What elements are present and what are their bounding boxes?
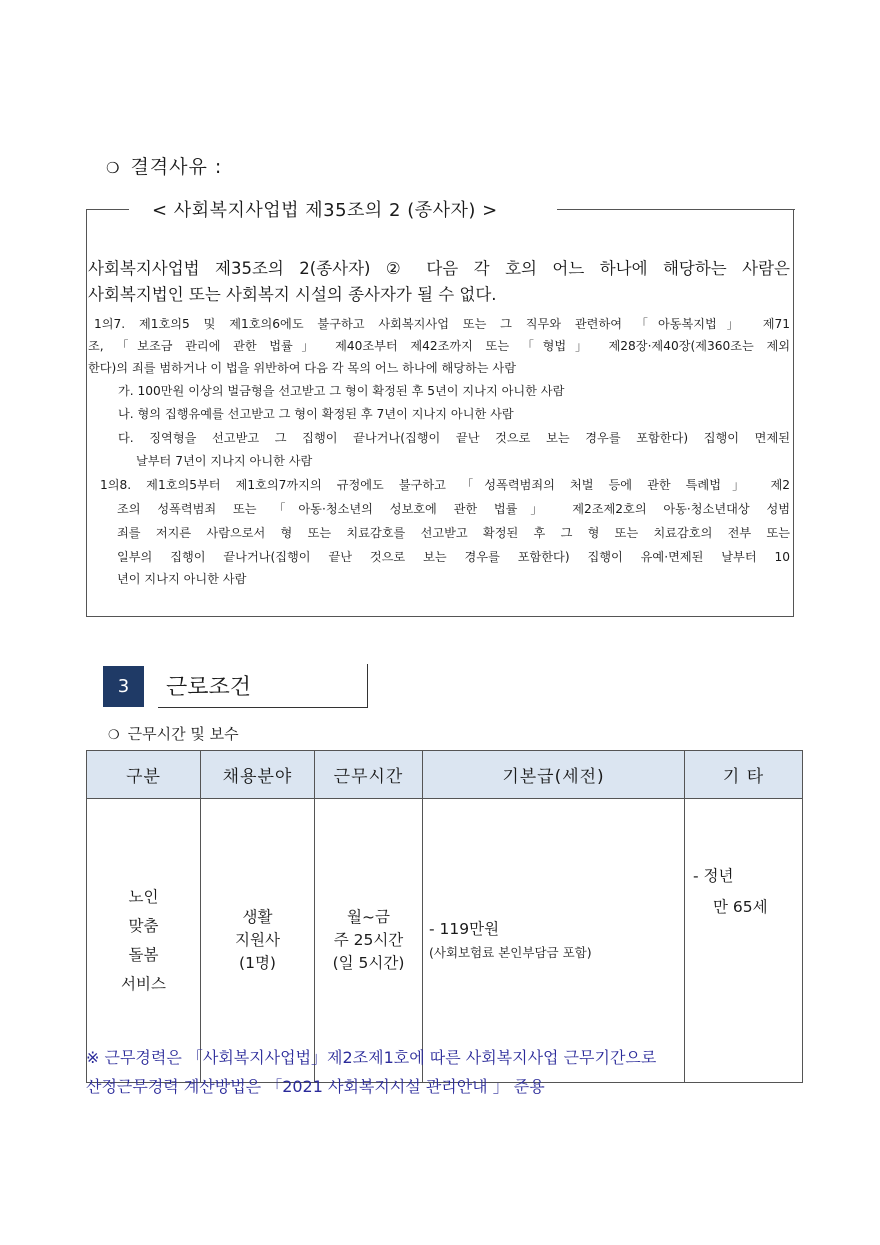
- cell-category: [87, 799, 201, 1083]
- clause-7-line: 조, 「보조금 관리에 관한 법률」 제40조부터 제42조까지 또는 「형법」 제28장·제40장(제360조는 제외: [88, 339, 790, 353]
- note-line: ※ 근무경력은 「사회복지사업법」제2조제1호에 따른 사회복지사업 근무기간으로: [86, 1048, 657, 1067]
- table-header-row: [87, 751, 803, 799]
- cell-line: 생활: [242, 908, 273, 926]
- cell-line: (일 5시간): [332, 954, 405, 972]
- clause-8-line: 조의 성폭력범죄 또는 「아동·청소년의 성보호에 관한 법률」 제2조제2호의 아동·청소년대상 성범: [117, 502, 790, 516]
- sub-heading-text: 근무시간 및 보수: [127, 725, 239, 743]
- cell-line: 돌봄: [128, 945, 159, 964]
- note-line: 산정근무경력 계산방법은 「2021 사회복지시설 관리안내 」 준용: [86, 1077, 545, 1096]
- cell-line: 서비스: [121, 974, 166, 993]
- box-top-border-left: [87, 209, 129, 210]
- header-etc: 기 타: [685, 751, 803, 799]
- pay-amount: - 119만원: [429, 919, 500, 938]
- section-title-box: [158, 664, 368, 708]
- clause-item: 나. 형의 집행유예를 선고받고 그 형이 확정된 후 7년이 지나지 아니한 사람: [118, 407, 514, 421]
- cell-pay: [423, 799, 685, 1083]
- clause-7-line: 1의7. 제1호의5 및 제1호의6에도 불구하고 사회복지사업 또는 그 직무와 관련하여 「아동복지법」 제71: [94, 317, 790, 331]
- header-pay: 기본급(세전): [423, 751, 685, 799]
- clause-8-line: 일부의 집행이 끝나거나(집행이 끝난 것으로 보는 경우를 포함한다) 집행이 유예·면제된 날부터 10: [117, 550, 790, 564]
- section-number-badge: 3: [103, 666, 144, 707]
- hollow-circle-icon: ❍: [106, 159, 121, 177]
- cell-line: 맞춤: [128, 916, 159, 935]
- law-intro-line: 사회복지사업법 제35조의 2(종사자) ② 다음 각 호의 어느 하나에 해당하는 사람은: [88, 259, 790, 278]
- sub-heading: [108, 723, 239, 744]
- header-hours: 근무시간: [315, 751, 423, 799]
- work-conditions-table: [86, 750, 803, 1083]
- law-title: < 사회복지사업법 제35조의 2 (종사자) >: [140, 196, 510, 222]
- table-row: [87, 799, 803, 1083]
- law-intro-line: 사회복지법인 또는 사회복지 시설의 종사자가 될 수 없다.: [88, 285, 497, 304]
- cell-etc: [685, 799, 803, 1083]
- disqualification-heading-text: 결격사유 :: [130, 156, 223, 178]
- clause-8-line: 년이 지나지 아니한 사람: [117, 572, 247, 586]
- cell-line: 월~금: [347, 908, 390, 926]
- disqualification-heading: [106, 152, 222, 179]
- clause-7-line: 한다)의 죄를 범하거나 이 법을 위반하여 다음 각 목의 어느 하나에 해당하는 사람: [88, 361, 516, 375]
- clause-item: 다. 징역형을 선고받고 그 집행이 끝나거나(집행이 끝난 것으로 보는 경우를 포함한다) 집행이 면제된: [118, 431, 790, 445]
- cell-field: [201, 799, 315, 1083]
- cell-line: (1명): [239, 954, 276, 972]
- cell-line: - 정년: [693, 867, 734, 885]
- clause-8-line: 1의8. 제1호의5부터 제1호의7까지의 규정에도 불구하고 「성폭력범죄의 처벌 등에 관한 특례법」 제2: [100, 478, 790, 492]
- hollow-circle-icon: ❍: [108, 728, 120, 743]
- header-category: 구분: [87, 751, 201, 799]
- box-top-border-right: [557, 209, 795, 210]
- section-title: 근로조건: [166, 675, 252, 700]
- clause-item: 날부터 7년이 지나지 아니한 사람: [136, 454, 313, 468]
- clause-8-line: 죄를 저지른 사람으로서 형 또는 치료감호를 선고받고 확정된 후 그 형 또는 치료감호의 전부 또는: [117, 526, 790, 540]
- cell-line: 노인: [128, 887, 159, 906]
- cell-line: 지원사: [235, 931, 280, 949]
- clause-item: 가. 100만원 이상의 벌금형을 선고받고 그 형이 확정된 후 5년이 지나지 아니한 사람: [118, 384, 565, 398]
- header-field: 채용분야: [201, 751, 315, 799]
- pay-note: (사회보험료 본인부담금 포함): [429, 944, 592, 960]
- cell-line: 주 25시간: [333, 931, 404, 949]
- cell-line: 만 65세: [713, 898, 768, 916]
- cell-hours: [315, 799, 423, 1083]
